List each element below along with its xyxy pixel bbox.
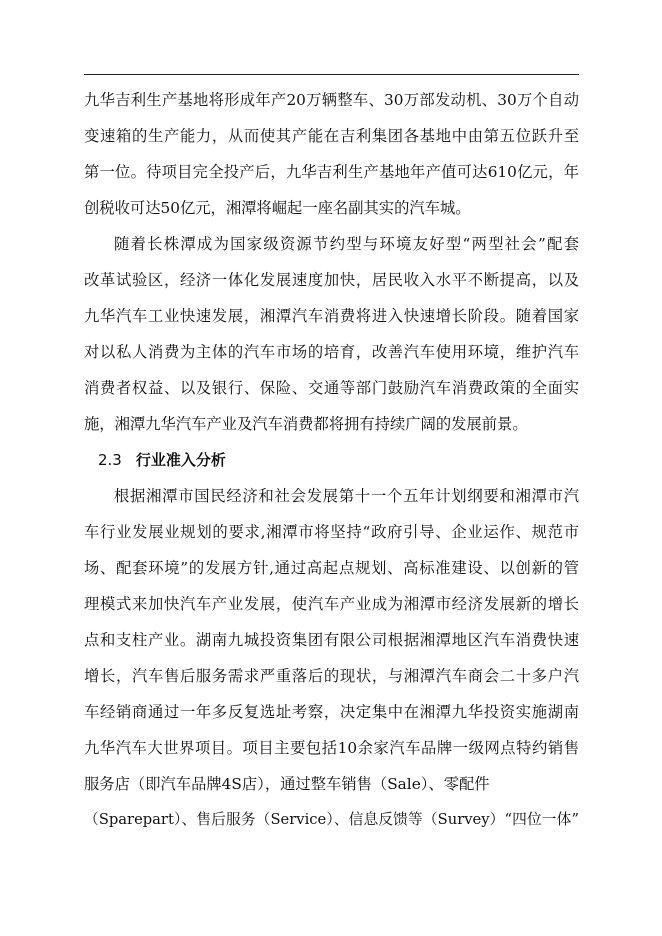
section-title: 行业准入分析 [135, 451, 226, 469]
text-line: 增长，汽车售后服务需求严重落后的现状，与湘潭汽车商会二十多户汽 [84, 667, 579, 685]
section-heading [84, 442, 579, 478]
text-line: 理模式来加快汽车产业发展，使汽车产业成为湘潭市经济发展新的增长 [84, 595, 579, 613]
text-line: 变速箱的生产能力，从而使其产能在吉利集团各基地中由第五位跃升至 [84, 127, 579, 145]
text-line: 服务店（即汽车品牌4S店），通过整车销售（Sale）、零配件 [84, 775, 490, 793]
text-line: 对以私人消费为主体的汽车市场的培育，改善汽车使用环境，维护汽车 [84, 343, 579, 361]
text-line: 施，湘潭九华汽车产业及汽车消费都将拥有持续广阔的发展前景。 [84, 415, 528, 433]
text-line: 车行业发展业规划的要求,湘潭市将坚持“政府引导、企业运作、规范市 [84, 523, 579, 541]
text-line: 点和支柱产业。湖南九城投资集团有限公司根据湘潭地区汽车消费快速 [84, 631, 579, 649]
paragraph [84, 478, 579, 838]
text-line: 九华吉利生产基地将形成年产20万辆整车、30万部发动机、30万个自动 [84, 91, 579, 109]
section-number: 2.3 [98, 451, 122, 469]
text-line: 九华汽车工业快速发展，湘潭汽车消费将进入快速增长阶段。随着国家 [84, 307, 579, 325]
paragraph [84, 226, 579, 442]
body-text [84, 82, 579, 838]
text-line: 车经销商通过一年多反复选址考察，决定集中在湘潭九华投资实施湖南 [84, 703, 579, 721]
text-line: 随着长株潭成为国家级资源节约型与环境友好型“两型社会”配套 [114, 235, 579, 253]
header-rule [84, 74, 579, 75]
text-line: 消费者权益、以及银行、保险、交通等部门鼓励汽车消费政策的全面实 [84, 379, 579, 397]
text-line: 第一位。待项目完全投产后，九华吉利生产基地年产值可达610亿元，年 [84, 163, 579, 181]
text-line: 场、配套环境”的发展方针,通过高起点规划、高标准建设、以创新的管 [84, 559, 579, 577]
text-line: 创税收可达50亿元，湘潭将崛起一座名副其实的汽车城。 [84, 199, 471, 217]
paragraph [84, 82, 579, 226]
text-line: 根据湘潭市国民经济和社会发展第十一个五年计划纲要和湘潭市汽 [114, 487, 579, 505]
text-line: 改革试验区，经济一体化发展速度加快，居民收入水平不断提高，以及 [84, 271, 579, 289]
text-line: （Sparepart）、售后服务（Service）、信息反馈等（Survey）“四位一体” [84, 811, 579, 828]
text-line: 九华汽车大世界项目。项目主要包括10余家汽车品牌一级网点特约销售 [84, 739, 579, 757]
